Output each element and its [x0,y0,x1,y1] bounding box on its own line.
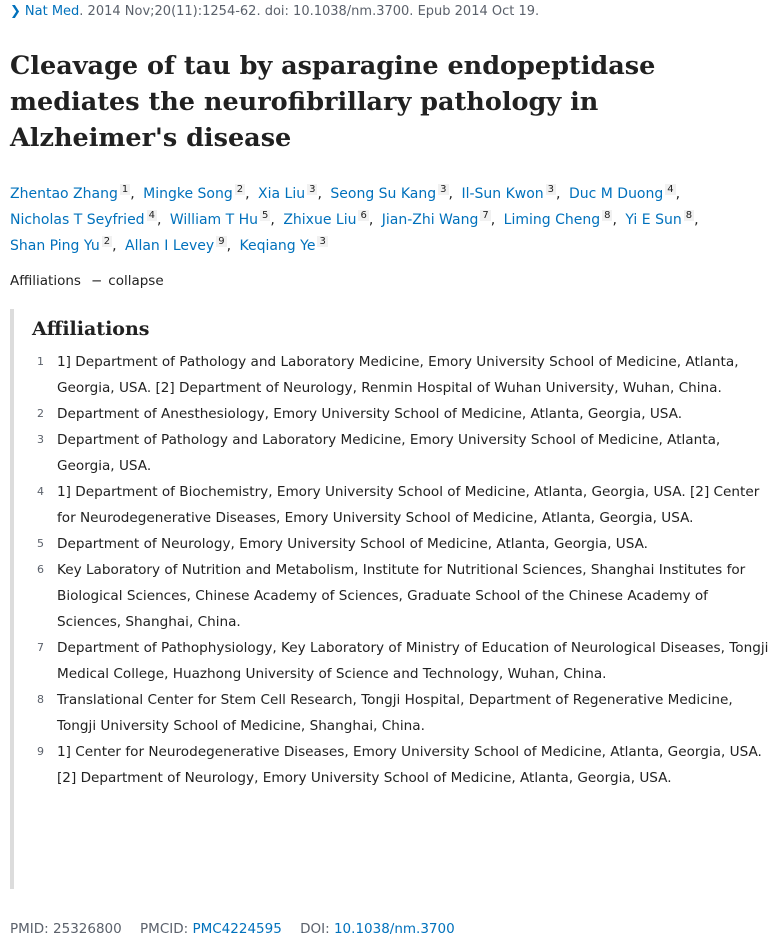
author-affiliation-ref[interactable]: 2 [103,236,111,248]
article-identifiers [10,921,455,937]
author-affiliation-ref[interactable]: 8 [604,210,611,222]
author-separator: , [694,212,699,228]
author-item [569,186,676,202]
author-item [125,238,227,254]
affiliation-text: Department of Pathophysiology, Key Laboratory of Ministry of Education of Neurological Diseases, Tongji Medical College, Huazhong University of Science and Technology, Wuhan, China. [57,640,769,682]
affiliation-item [32,427,776,479]
affiliation-text: Translational Center for Stem Cell Research, Tongji Hospital, Department of Regenerative Medicine, Tongji University School of Medicine, Shanghai, China. [57,692,733,734]
author-name-link[interactable]: Keqiang Ye [239,238,316,254]
affiliation-text: Key Laboratory of Nutrition and Metabolism, Institute for Nutritional Sciences, Shanghai Institutes for Biological Sciences, Chinese Academy of Sciences, Graduate School of the Chinese Academy of Sciences, Shanghai, China. [57,562,746,630]
author-item [10,212,157,228]
chevron-right-icon[interactable]: ❯ [10,4,21,19]
author-name-link[interactable]: William T Hu [169,212,259,228]
doi-link[interactable]: 10.1038/nm.3700 [333,921,455,937]
author-item [382,212,491,228]
author-separator: , [130,186,135,202]
authors-list [10,181,778,259]
author-separator: , [270,212,275,228]
author-name-link[interactable]: Xia Liu [258,186,306,202]
affiliations-toggle [10,273,164,289]
author-name-link[interactable]: Duc M Duong [568,186,664,202]
collapse-button[interactable]: collapse [108,273,164,289]
author-item [625,212,694,228]
affiliation-item [32,557,776,635]
pmcid-link[interactable]: PMC4224595 [192,921,282,937]
article-title: Cleavage of tau by asparagine endopeptidase mediates the neurofibrillary pathology in Alzheimer's disease [10,51,656,153]
author-separator: , [556,186,561,202]
affiliation-item [32,687,776,739]
author-name-link[interactable]: Zhentao Zhang [10,186,118,202]
author-affiliation-ref[interactable]: 8 [685,210,693,222]
author-item [258,186,317,202]
author-separator: , [317,186,322,202]
author-name-link[interactable]: Yi E Sun [625,212,682,228]
author-separator: , [368,212,374,228]
affiliation-number: 9 [37,745,44,758]
affiliation-text: Department of Neurology, Emory University School of Medicine, Atlanta, Georgia, USA. [57,536,648,552]
author-separator: , [156,212,162,228]
affiliation-item [32,635,776,687]
author-name-link[interactable]: Allan I Levey [125,238,215,254]
affiliation-number: 5 [37,537,44,550]
author-name-link[interactable]: Zhixue Liu [283,212,357,228]
affiliation-number: 8 [37,693,44,706]
citation-details: . 2014 Nov;20(11):1254-62. doi: 10.1038/nm.3700. Epub 2014 Oct 19. [79,4,540,19]
author-affiliation-ref[interactable]: 4 [667,184,674,196]
author-name-link[interactable]: Mingke Song [143,186,233,202]
affiliation-item [32,739,776,791]
collapse-dash-icon[interactable]: − [90,273,103,289]
author-item [330,186,448,202]
author-separator: , [612,212,617,228]
author-name-link[interactable]: Seong Su Kang [330,186,437,202]
author-name-link[interactable]: Liming Cheng [503,212,601,228]
doi-label: DOI: [300,921,330,937]
journal-link[interactable]: Nat Med [24,4,80,19]
author-affiliation-ref[interactable]: 3 [547,184,555,196]
author-name-link[interactable]: Jian-Zhi Wang [381,212,479,228]
affiliation-item [32,479,776,531]
author-separator: , [112,238,117,254]
pmcid-label: PMCID: [140,921,189,937]
author-item [143,186,245,202]
affiliations-heading: Affiliations [32,318,150,340]
affiliation-number: 1 [37,355,44,368]
author-item [10,186,130,202]
author-affiliation-ref[interactable]: 9 [218,236,225,248]
affiliations-panel [10,309,776,889]
author-affiliation-ref[interactable]: 7 [482,210,489,222]
affiliation-item [32,401,776,427]
affiliation-number: 4 [37,485,44,498]
author-name-link[interactable]: Nicholas T Seyfried [10,212,145,228]
affiliation-item [32,349,776,401]
affiliation-number: 2 [37,407,44,420]
author-item [239,238,327,254]
author-affiliation-ref[interactable]: 2 [236,184,244,196]
author-separator: , [226,238,232,254]
affiliations-toggle-label: Affiliations [10,273,81,289]
author-name-link[interactable]: Il-Sun Kwon [461,186,544,202]
author-affiliation-ref[interactable]: 3 [309,184,316,196]
author-separator: , [490,212,496,228]
citation-line [10,4,539,19]
pmid-value: 25326800 [53,921,122,937]
affiliation-text: Department of Pathology and Laboratory Medicine, Emory University School of Medicine, Atlanta, Georgia, USA. [57,432,721,474]
affiliation-number: 3 [37,433,44,446]
affiliation-number: 6 [37,563,44,576]
author-affiliation-ref[interactable]: 6 [360,210,367,222]
author-item [170,212,271,228]
author-affiliation-ref[interactable]: 1 [121,184,129,196]
author-item [461,186,556,202]
author-separator: , [245,186,250,202]
author-separator: , [448,186,453,202]
affiliations-list [32,349,776,791]
author-item [504,212,613,228]
affiliation-item [32,531,776,557]
author-item [283,212,369,228]
author-item [10,238,112,254]
author-separator: , [675,186,681,202]
affiliation-text: Department of Anesthesiology, Emory University School of Medicine, Atlanta, Georgia, USA. [57,406,683,422]
affiliation-text: 1] Department of Pathology and Laboratory Medicine, Emory University School of Medicine, Atlanta, Georgia, USA. [2] Department of Neurology, Renmin Hospital of Wuhan University, Wuhan, China. [57,354,739,396]
author-affiliation-ref[interactable]: 5 [262,210,269,222]
pmid-label: PMID: [10,921,49,937]
author-affiliation-ref[interactable]: 4 [148,210,155,222]
author-name-link[interactable]: Shan Ping Yu [10,238,100,254]
author-affiliation-ref[interactable]: 3 [319,236,326,248]
affiliation-number: 7 [37,641,44,654]
affiliation-text: 1] Center for Neurodegenerative Diseases, Emory University School of Medicine, Atlanta, Georgia, USA. [2] Department of Neurology, Emory University School of Medicine, Atlanta, Georgia, USA. [57,744,762,786]
author-affiliation-ref[interactable]: 3 [440,184,447,196]
affiliation-text: 1] Department of Biochemistry, Emory University School of Medicine, Atlanta, Georgia, USA. [2] Center for Neurodegenerative Diseases, Emory University School of Medicine, Atlanta, Georgia, USA. [57,484,760,526]
